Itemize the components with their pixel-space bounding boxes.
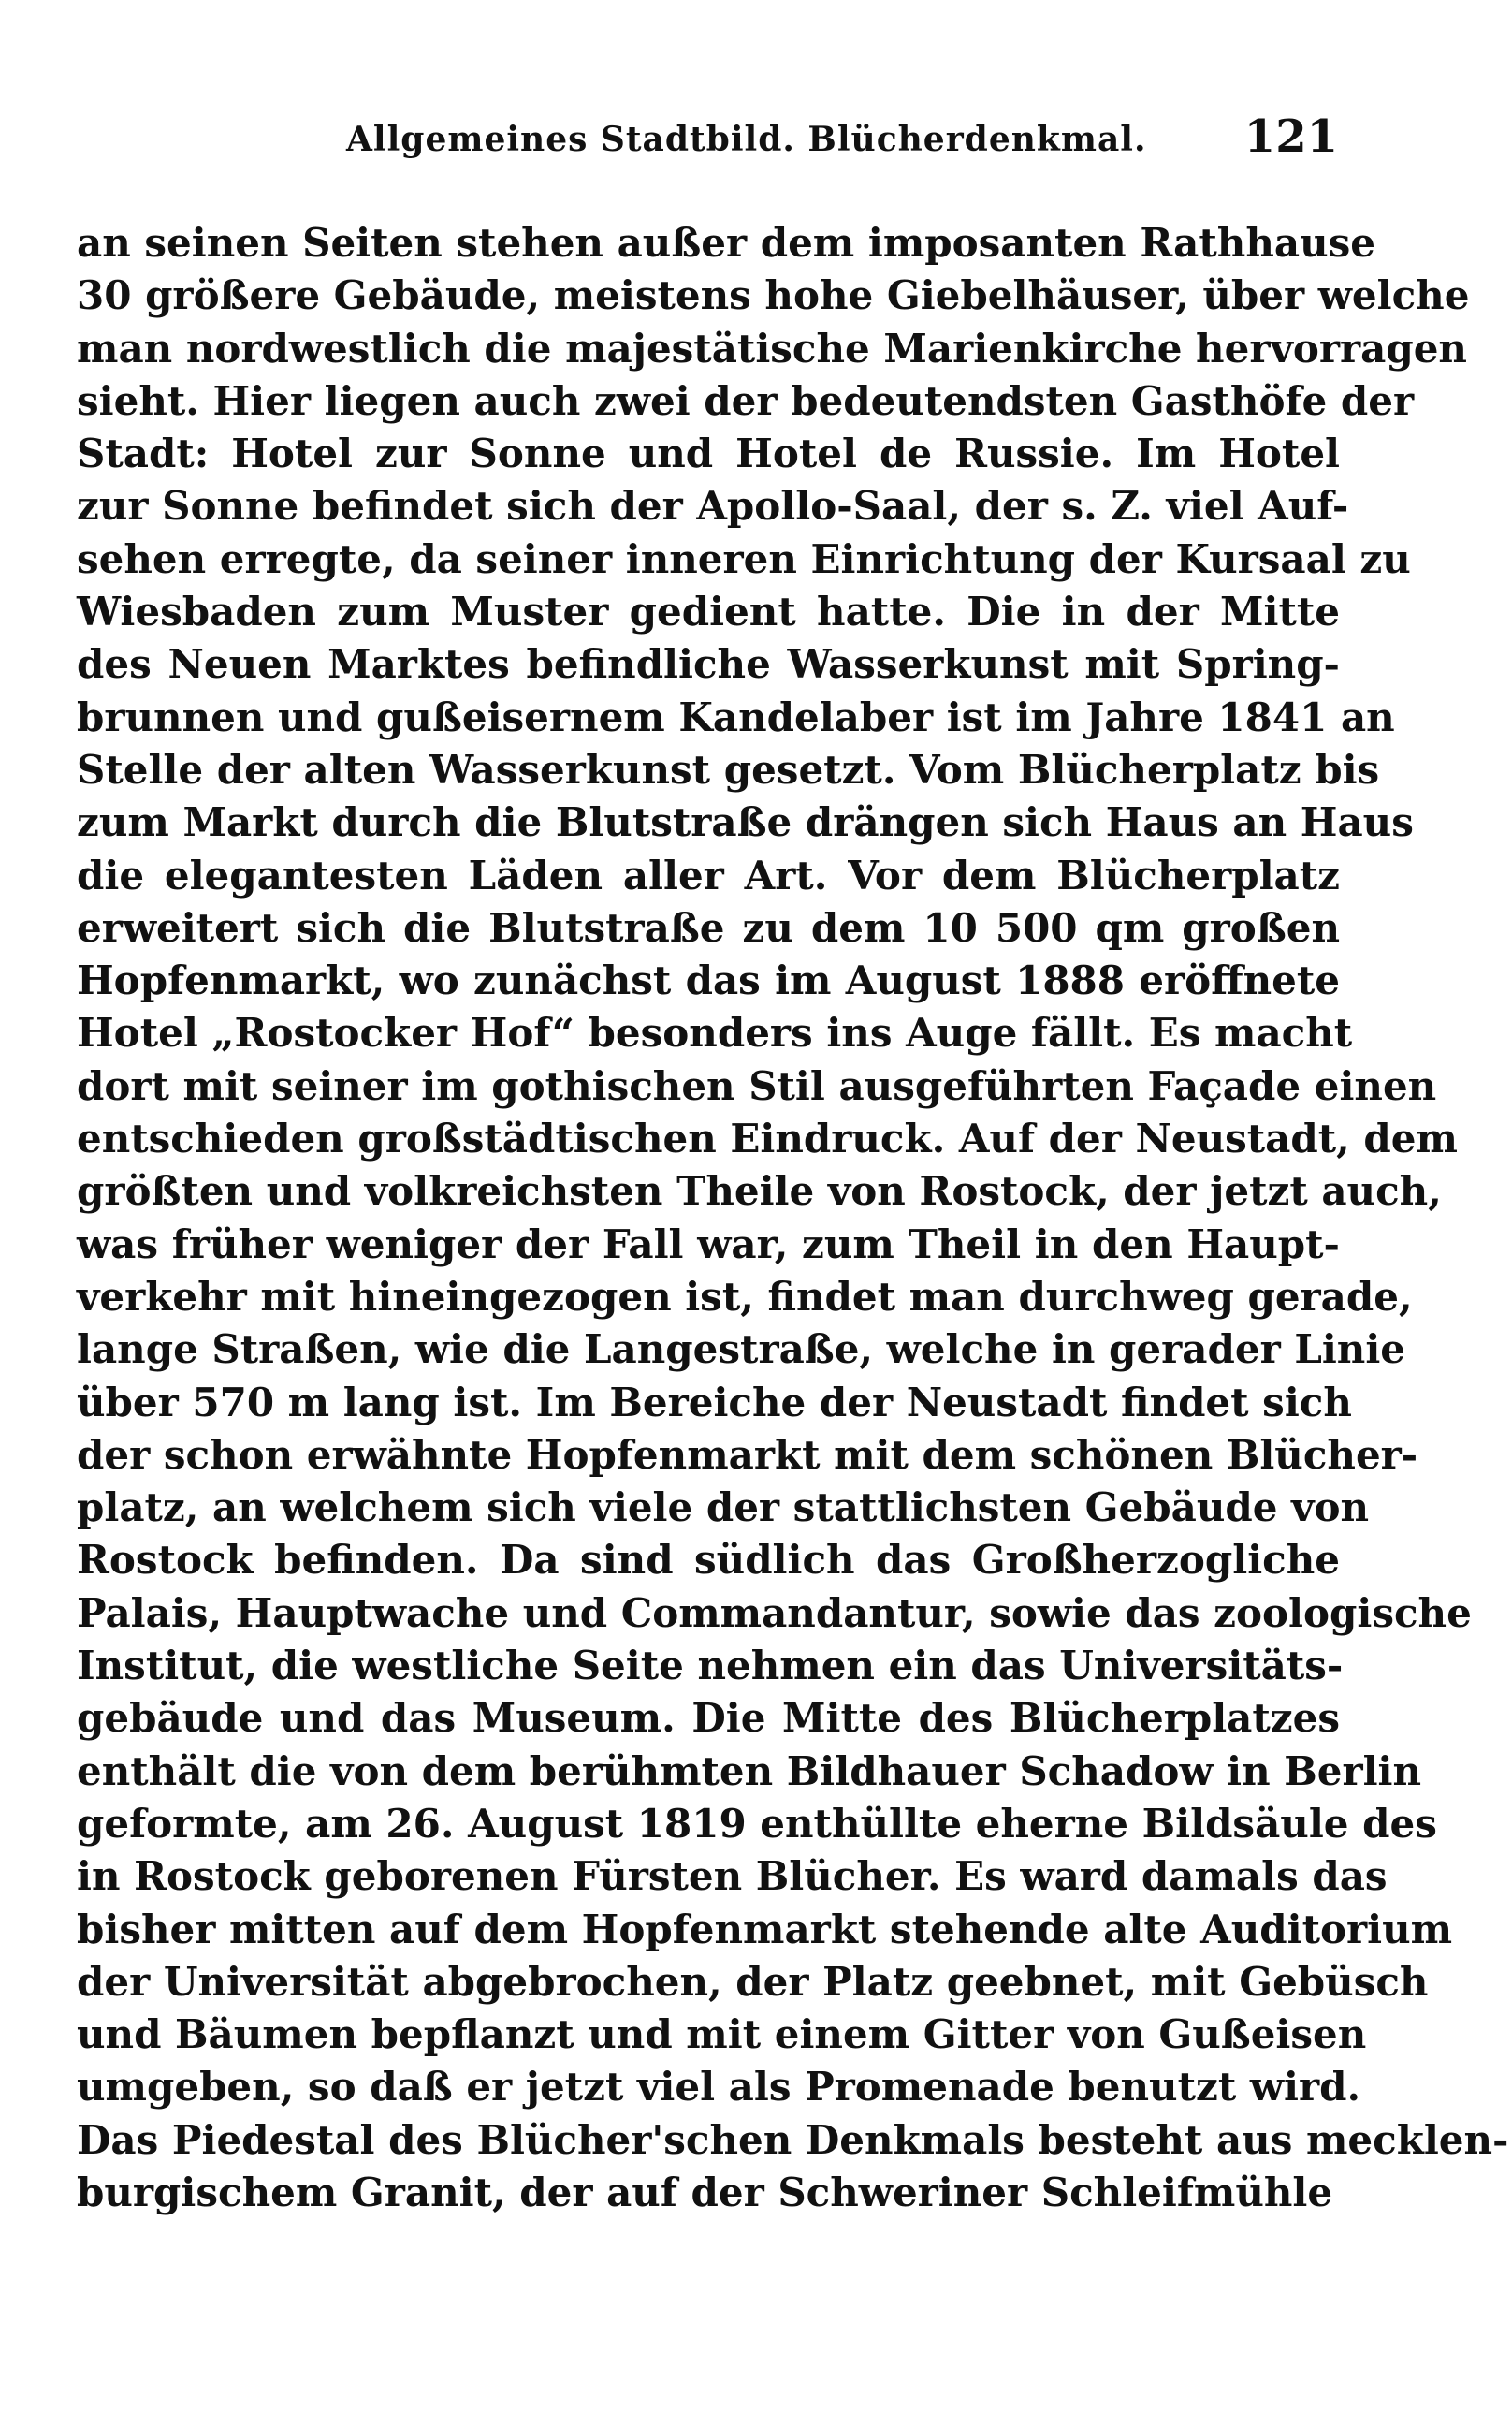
text-line: gebäude und das Museum. Die Mitte des Blücherplatzes (77, 1695, 1340, 1742)
body-text (77, 217, 1509, 2219)
text-line: enthält die von dem berühmten Bildhauer Schadow in Berlin (77, 1747, 1422, 1794)
text-line: Palais, Hauptwache und Commandantur, sowie das zoologische (77, 1589, 1472, 1636)
text-line: verkehr mit hineingezogen ist, findet man durchweg gerade, (77, 1273, 1413, 1320)
text-line: sehen erregte, da seiner inneren Einrichtung der Kursaal zu (77, 535, 1411, 582)
text-line: man nordwestlich die majestätische Marienkirche hervorragen (77, 325, 1467, 372)
text-line: Hotel „Rostocker Hof“ besonders ins Auge fällt. Es macht (77, 1010, 1353, 1057)
text-line: der schon erwähnte Hopfenmarkt mit dem schönen Blücher- (77, 1431, 1418, 1478)
text-line: Wiesbaden zum Muster gedient hatte. Die in der Mitte (77, 589, 1340, 636)
text-line: Rostock befinden. Da sind südlich das Großherzogliche (77, 1537, 1340, 1584)
text-line: was früher weniger der Fall war, zum Theil in den Haupt- (77, 1220, 1340, 1267)
text-line: erweitert sich die Blutstraße zu dem 10 500 qm großen (77, 904, 1340, 951)
text-line: umgeben, so daß er jetzt viel als Promenade benutzt wird. (77, 2064, 1361, 2111)
text-line: geformte, am 26. August 1819 enthüllte eherne Bildsäule des (77, 1800, 1437, 1847)
text-line: zur Sonne befindet sich der Apollo-Saal, der s. Z. viel Auf- (77, 483, 1349, 530)
text-line: platz, an welchem sich viele der stattlichsten Gebäude von (77, 1484, 1370, 1531)
text-line: des Neuen Marktes befindliche Wasserkunst mit Spring- (77, 641, 1340, 688)
text-line: Das Piedestal des Blücher'schen Denkmals besteht aus mecklen- (77, 2116, 1509, 2163)
text-line: entschieden großstädtischen Eindruck. Auf der Neustadt, dem (77, 1116, 1458, 1162)
text-line: lange Straßen, wie die Langestraße, welche in gerader Linie (77, 1326, 1406, 1373)
text-line: brunnen und gußeisernem Kandelaber ist im Jahre 1841 an (77, 694, 1395, 740)
running-title: Allgemeines Stadtbild. Blücherdenkmal. (346, 120, 1147, 159)
text-line: Hopfenmarkt, wo zunächst das im August 1888 eröffnete (77, 957, 1340, 1004)
text-line: Institut, die westliche Seite nehmen ein das Universitäts- (77, 1643, 1344, 1689)
text-line: an seinen Seiten stehen außer dem imposanten Rathhause (77, 220, 1375, 266)
text-line: der Universität abgebrochen, der Platz geebnet, mit Gebüsch (77, 1958, 1429, 2005)
text-line: Stelle der alten Wasserkunst gesetzt. Vom Blücherplatz bis (77, 746, 1380, 793)
text-line: über 570 m lang ist. Im Bereiche der Neustadt findet sich (77, 1379, 1352, 1425)
text-line: größten und volkreichsten Theile von Rostock, der jetzt auch, (77, 1168, 1442, 1215)
text-line: in Rostock geborenen Fürsten Blücher. Es ward damals das (77, 1853, 1388, 1900)
text-line: dort mit seiner im gothischen Stil ausgeführten Façade einen (77, 1062, 1437, 1109)
text-line: Stadt: Hotel zur Sonne und Hotel de Russie. Im Hotel (77, 431, 1340, 477)
text-line: sieht. Hier liegen auch zwei der bedeutendsten Gasthöfe der (77, 377, 1415, 424)
text-line: und Bäumen bepflanzt und mit einem Gitter von Gußeisen (77, 2011, 1367, 2058)
running-head (346, 110, 1338, 167)
text-line: burgischem Granit, der auf der Schweriner Schleifmühle (77, 2169, 1333, 2215)
page-number: 121 (1243, 110, 1338, 163)
text-line: die elegantesten Läden aller Art. Vor dem Blücherplatz (77, 852, 1340, 899)
text-line: 30 größere Gebäude, meistens hohe Giebelhäuser, über welche (77, 272, 1470, 319)
text-line: bisher mitten auf dem Hopfenmarkt stehende alte Auditorium (77, 1906, 1453, 1952)
text-line: zum Markt durch die Blutstraße drängen sich Haus an Haus (77, 799, 1414, 846)
